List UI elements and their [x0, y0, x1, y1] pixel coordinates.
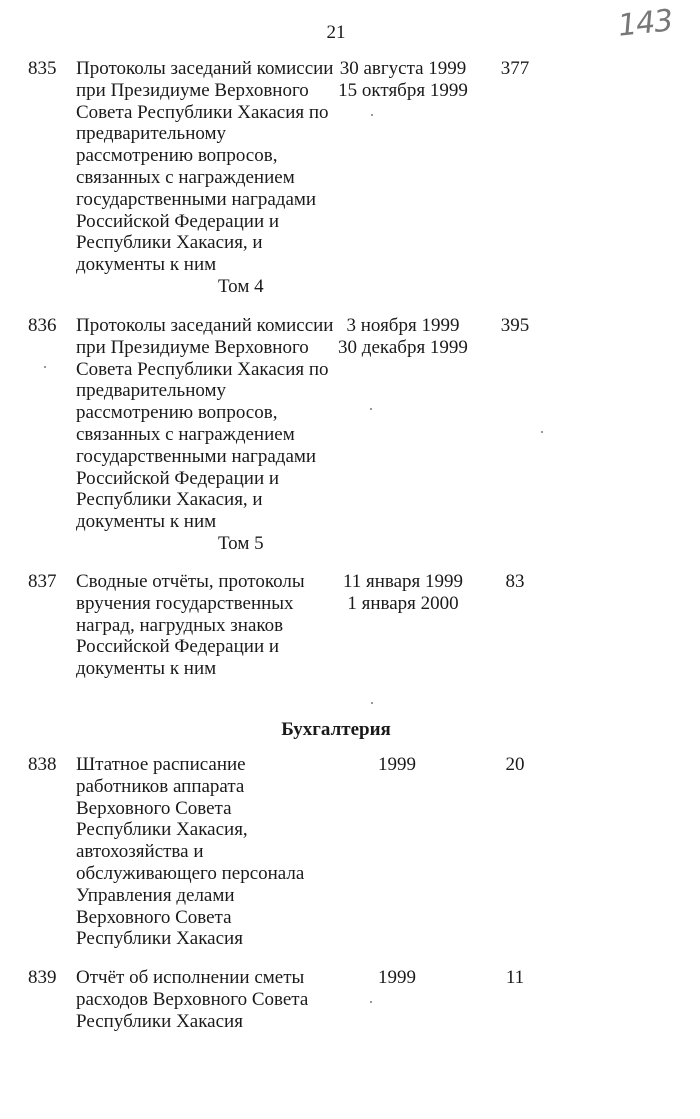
entry-sheet-count: 395	[500, 315, 530, 336]
entry-date-start: 30 августа 1999	[339, 58, 467, 79]
entry-title-line: документы к ним	[76, 658, 217, 680]
entry-title-line: при Президиуме Верховного	[76, 79, 309, 101]
entry-title	[76, 571, 328, 680]
entry-title-line: рассмотрению вопросов,	[76, 402, 278, 424]
entry-title-line: государственными наградами	[76, 445, 317, 467]
entry-sheet-count: 83	[505, 571, 525, 592]
entry-title-line: связанных с награждением	[76, 166, 295, 188]
entry-title-line: связанных с награждением	[76, 423, 295, 445]
scan-speck	[44, 366, 46, 368]
entry-title-line: государственными наградами	[76, 188, 317, 210]
entry-sheet-count: 20	[505, 754, 525, 775]
entry-number: 836	[28, 315, 57, 336]
entry-title-line: Верховного Совета	[76, 906, 232, 928]
entry-title-line: предварительному	[76, 380, 227, 402]
entry-date: 1999	[378, 967, 416, 988]
scan-speck	[370, 1001, 372, 1003]
entry-title-line: при Президиуме Верховного	[76, 336, 309, 358]
entry-date-end: 1 января 2000	[347, 592, 459, 614]
entry-title-line: Российской Федерации и	[76, 467, 280, 489]
entry-title-line: Протоколы заседаний комиссии	[76, 58, 334, 79]
entry-title-line: Штатное расписание	[76, 754, 246, 775]
entry-dates	[328, 571, 478, 615]
entry-title-line: Сводные отчёты, протоколы	[76, 571, 305, 592]
entry-dates	[322, 754, 472, 776]
entry-title-line: Республики Хакасия, и	[76, 489, 263, 511]
entry-volume: Том 5	[218, 533, 264, 554]
page-number: 21	[326, 22, 346, 43]
entry-dates	[328, 315, 478, 359]
entry-title-line: вручения государственных	[76, 592, 294, 614]
entry-title-line: расходов Верховного Совета	[76, 988, 309, 1010]
entry-title-line: документы к ним	[76, 254, 217, 276]
entry-date-start: 11 января 1999	[342, 571, 464, 592]
entry-title-line: Верховного Совета	[76, 797, 232, 819]
entry-date-start: 3 ноября 1999	[346, 315, 460, 336]
entry-title-line: Российской Федерации и	[76, 636, 280, 658]
entry-title-line: Республики Хакасия, и	[76, 232, 263, 254]
entry-title-line: Управления делами	[76, 884, 235, 906]
entry-number: 837	[28, 571, 57, 592]
entry-title	[76, 315, 334, 533]
scan-speck	[541, 431, 543, 433]
entry-title-line: Российской Федерации и	[76, 210, 280, 232]
entry-volume: Том 4	[218, 276, 264, 297]
entry-dates	[328, 58, 478, 102]
entry-title-line: предварительному	[76, 123, 227, 145]
entry-title-line: Отчёт об исполнении сметы	[76, 967, 305, 988]
entry-number: 835	[28, 58, 57, 79]
entry-title	[76, 967, 328, 1032]
entry-title-line: Республики Хакасия	[76, 928, 243, 950]
entry-number: 838	[28, 754, 57, 775]
entry-title-line: Республики Хакасия,	[76, 819, 248, 841]
entry-title-line: Совета Республики Хакасия по	[76, 358, 329, 380]
folio-mark: 143	[616, 3, 674, 44]
entry-title-line: обслуживающего персонала	[76, 862, 305, 884]
entry-title-line: Совета Республики Хакасия по	[76, 101, 329, 123]
entry-title-line: Республики Хакасия	[76, 1010, 243, 1032]
entry-date-end: 15 октября 1999	[338, 79, 468, 101]
entry-sheet-count: 11	[505, 967, 525, 988]
entry-title	[76, 754, 328, 950]
entry-title-line: рассмотрению вопросов,	[76, 145, 278, 167]
entry-date: 1999	[378, 754, 416, 775]
entry-title-line: работников аппарата	[76, 775, 245, 797]
entry-sheet-count: 377	[500, 58, 530, 79]
scan-speck	[371, 114, 373, 116]
entry-title-line: Протоколы заседаний комиссии	[76, 315, 334, 336]
section-heading: Бухгалтерия	[281, 719, 391, 740]
entry-dates	[322, 967, 472, 989]
scan-speck	[370, 408, 372, 410]
scan-speck	[371, 702, 373, 704]
entry-title-line: наград, нагрудных знаков	[76, 614, 284, 636]
entry-date-end: 30 декабря 1999	[338, 336, 468, 358]
entry-title-line: автохозяйства и	[76, 841, 204, 863]
entry-title-line: документы к ним	[76, 511, 217, 533]
entry-number: 839	[28, 967, 57, 988]
entry-title	[76, 58, 334, 276]
